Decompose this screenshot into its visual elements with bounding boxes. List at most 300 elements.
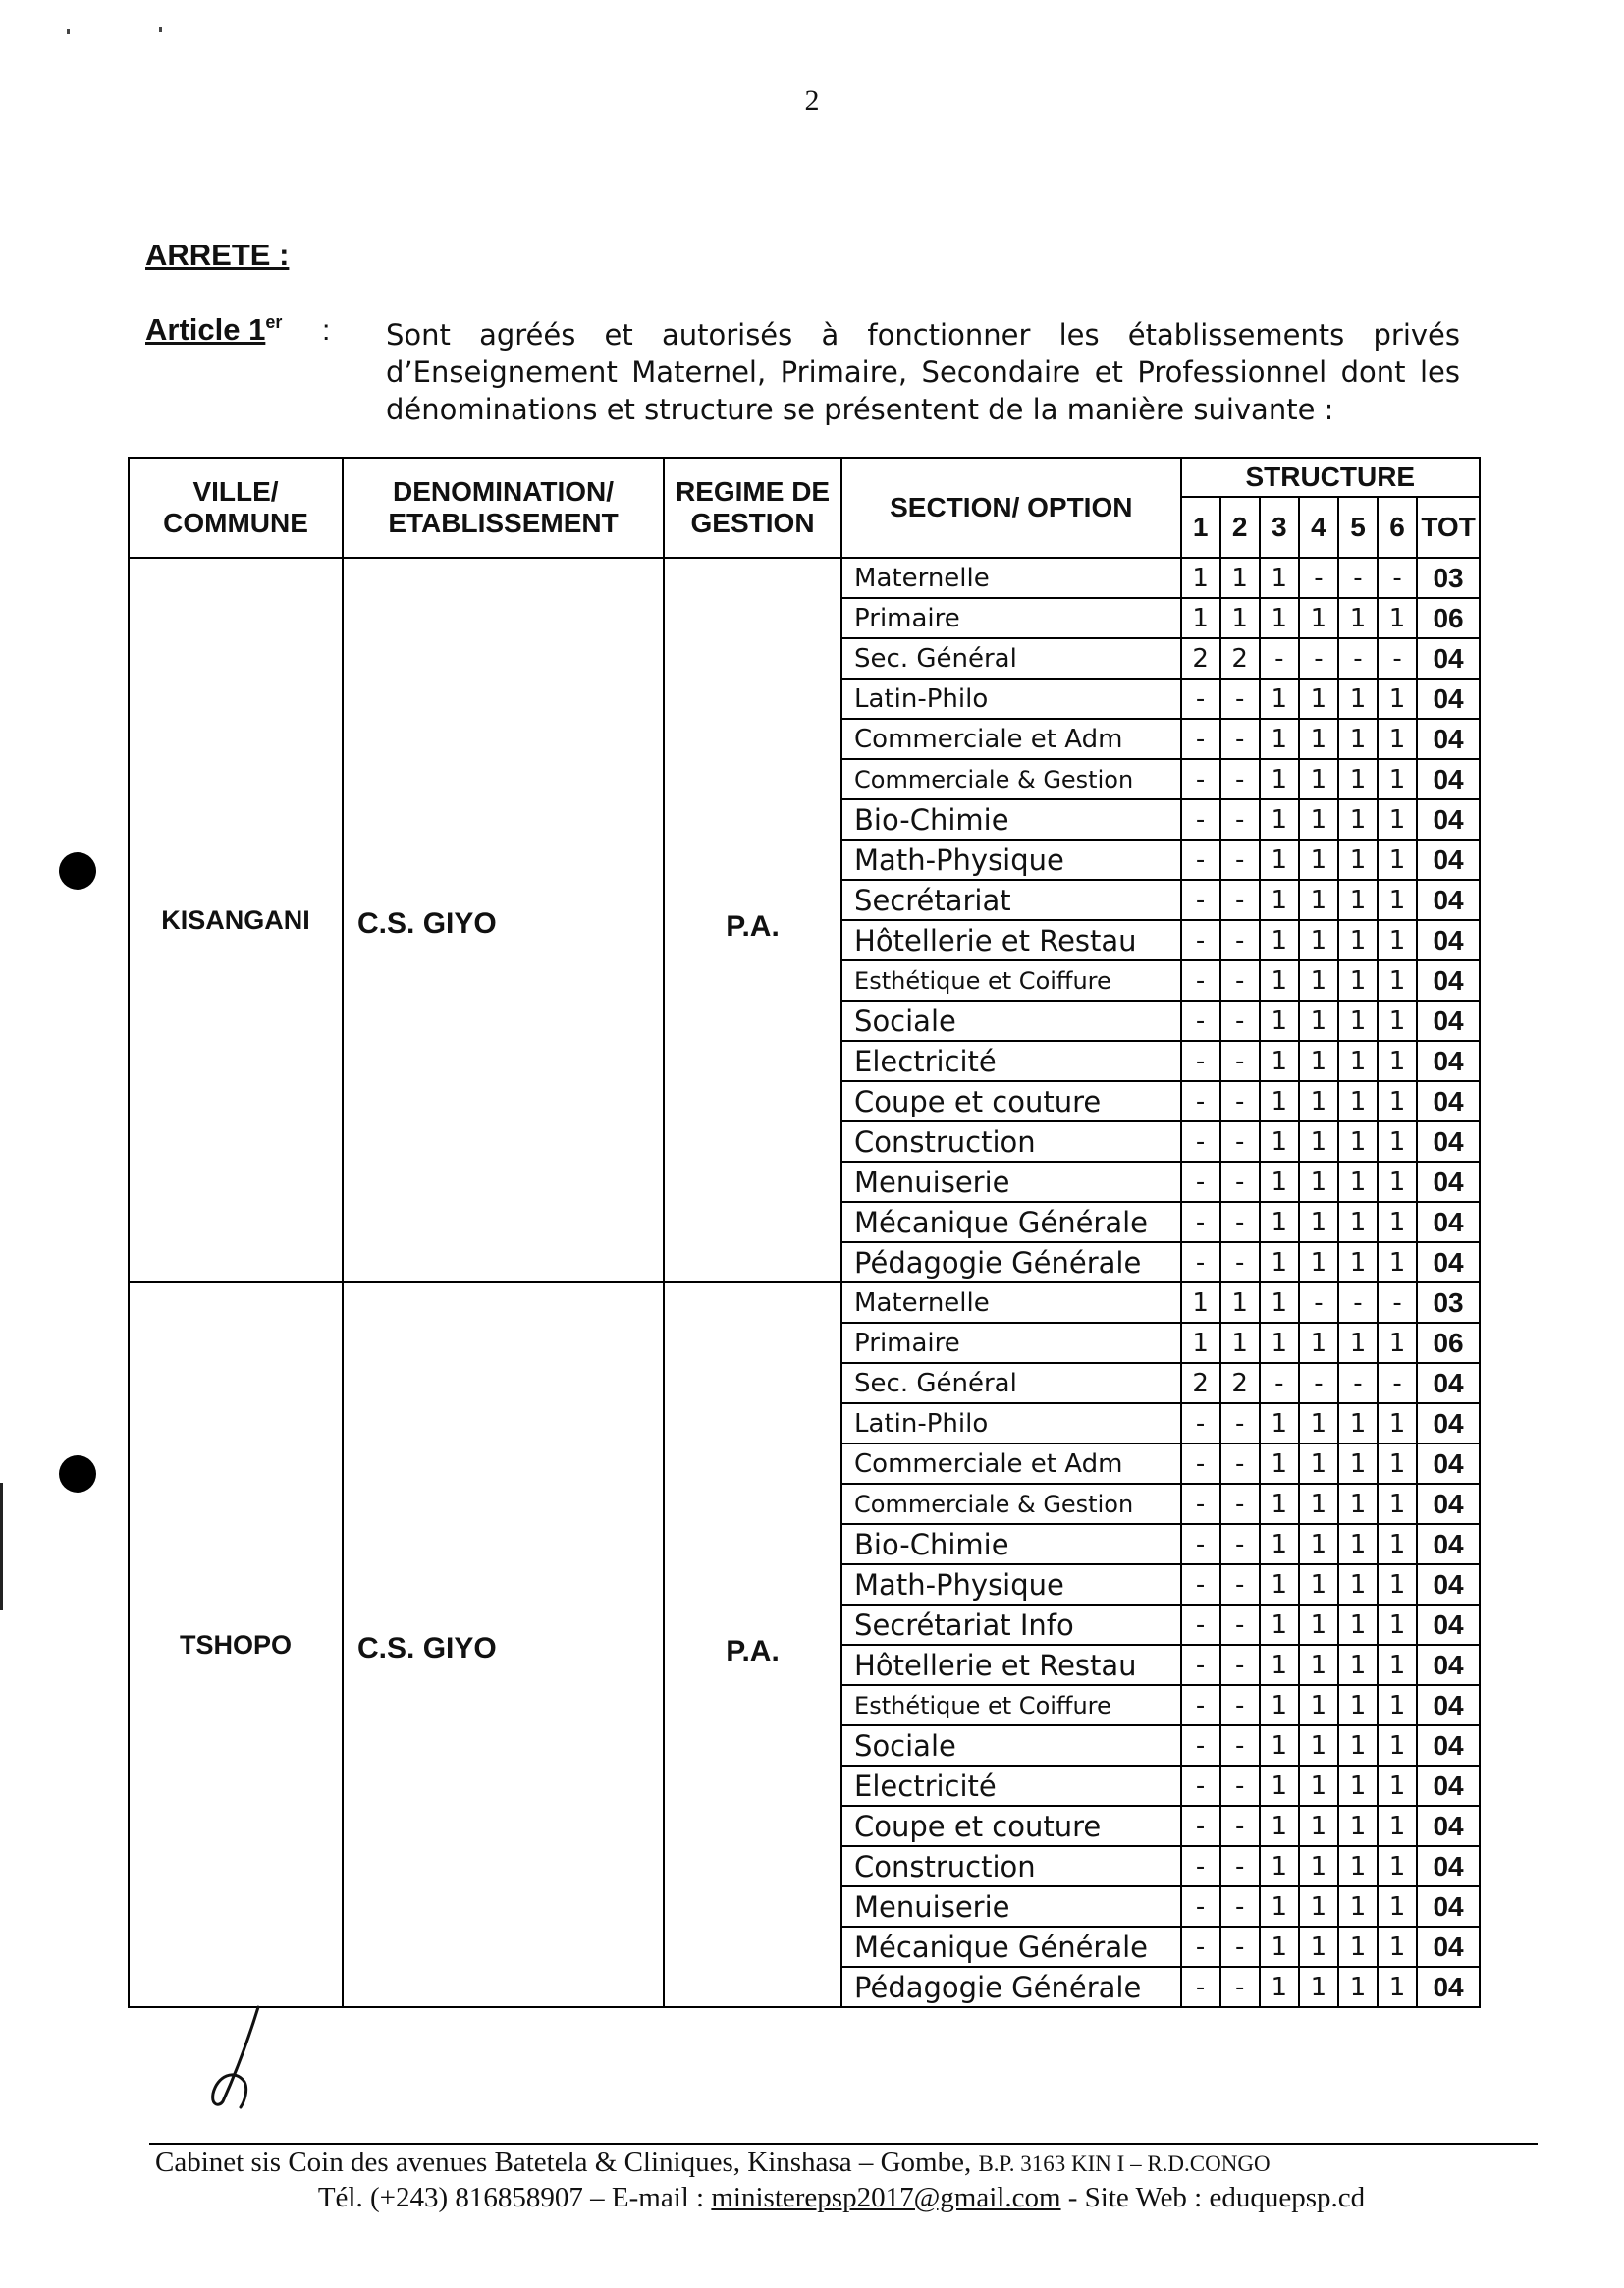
structure-value-cell: 1 xyxy=(1378,1323,1417,1363)
option-cell: Esthétique et Coiffure xyxy=(841,960,1181,1001)
total-cell: 04 xyxy=(1417,1162,1480,1202)
structure-value-cell: 1 xyxy=(1299,1121,1338,1162)
structure-value-cell: - xyxy=(1220,1162,1260,1202)
option-cell: Commerciale & Gestion xyxy=(841,1484,1181,1524)
structure-value-cell: 1 xyxy=(1260,1121,1299,1162)
structure-value-cell: 1 xyxy=(1338,1846,1378,1886)
structure-value-cell: - xyxy=(1181,1403,1220,1444)
structure-value-cell: - xyxy=(1220,880,1260,920)
structure-value-cell: 1 xyxy=(1299,880,1338,920)
structure-value-cell: 1 xyxy=(1338,1403,1378,1444)
structure-value-cell: - xyxy=(1220,719,1260,759)
structure-value-cell: 1 xyxy=(1260,1242,1299,1282)
structure-value-cell: 1 xyxy=(1338,1323,1378,1363)
structure-value-cell: - xyxy=(1220,1806,1260,1846)
footer-rule xyxy=(149,2143,1538,2145)
structure-value-cell: 1 xyxy=(1299,1484,1338,1524)
option-cell: Construction xyxy=(841,1846,1181,1886)
total-cell: 04 xyxy=(1417,638,1480,679)
structure-value-cell: - xyxy=(1220,1927,1260,1967)
table-row xyxy=(129,1282,1480,1323)
structure-value-cell: 1 xyxy=(1299,960,1338,1001)
option-cell: Hôtellerie et Restau xyxy=(841,920,1181,960)
structure-value-cell: 1 xyxy=(1378,1242,1417,1282)
structure-value-cell: - xyxy=(1220,1967,1260,2007)
denomination-cell: C.S. GIYO xyxy=(343,558,664,1282)
structure-value-cell: - xyxy=(1378,1363,1417,1403)
option-cell: Secrétariat Info xyxy=(841,1605,1181,1645)
structure-value-cell: - xyxy=(1181,840,1220,880)
structure-value-cell: 1 xyxy=(1220,1323,1260,1363)
structure-value-cell: 1 xyxy=(1260,679,1299,719)
structure-value-cell: 1 xyxy=(1378,1927,1417,1967)
structure-value-cell: - xyxy=(1181,1121,1220,1162)
total-cell: 04 xyxy=(1417,1202,1480,1242)
structure-value-cell: 1 xyxy=(1299,1766,1338,1806)
structure-value-cell: 1 xyxy=(1260,1282,1299,1323)
structure-value-cell: 1 xyxy=(1338,759,1378,799)
option-cell: Coupe et couture xyxy=(841,1081,1181,1121)
total-cell: 04 xyxy=(1417,1685,1480,1725)
structure-table xyxy=(128,457,1481,2008)
structure-value-cell: 1 xyxy=(1338,719,1378,759)
header-structure-col: 4 xyxy=(1299,497,1338,558)
footer-contact xyxy=(147,2182,1536,2214)
footer-address xyxy=(149,2147,1543,2179)
option-cell: Primaire xyxy=(841,1323,1181,1363)
structure-value-cell: 1 xyxy=(1378,1967,1417,2007)
footer-email-link[interactable]: ministerepsp2017@gmail.com xyxy=(711,2182,1061,2213)
total-cell: 04 xyxy=(1417,840,1480,880)
structure-value-cell: 1 xyxy=(1338,1967,1378,2007)
structure-value-cell: 1 xyxy=(1378,1081,1417,1121)
structure-value-cell: 1 xyxy=(1260,1524,1299,1564)
total-cell: 04 xyxy=(1417,1725,1480,1766)
article-label-sup: er xyxy=(265,312,283,332)
ville-cell: KISANGANI xyxy=(129,558,343,1282)
footer-website: - Site Web : eduquepsp.cd xyxy=(1060,2182,1366,2213)
structure-value-cell: 1 xyxy=(1220,598,1260,638)
structure-value-cell: 1 xyxy=(1260,1564,1299,1605)
structure-value-cell: - xyxy=(1181,679,1220,719)
structure-value-cell: - xyxy=(1181,1725,1220,1766)
structure-value-cell: - xyxy=(1181,719,1220,759)
structure-value-cell: 1 xyxy=(1338,1524,1378,1564)
structure-value-cell: 1 xyxy=(1378,1725,1417,1766)
punch-hole xyxy=(59,852,96,890)
structure-value-cell: 1 xyxy=(1260,1645,1299,1685)
structure-value-cell: 1 xyxy=(1260,759,1299,799)
structure-value-cell: 1 xyxy=(1338,1645,1378,1685)
option-cell: Math-Physique xyxy=(841,840,1181,880)
structure-value-cell: 1 xyxy=(1299,759,1338,799)
structure-value-cell: - xyxy=(1378,558,1417,598)
option-cell: Esthétique et Coiffure xyxy=(841,1685,1181,1725)
header-ville: VILLE/ COMMUNE xyxy=(129,458,343,558)
structure-value-cell: - xyxy=(1220,1001,1260,1041)
total-cell: 04 xyxy=(1417,1967,1480,2007)
structure-value-cell: - xyxy=(1220,679,1260,719)
structure-value-cell: 1 xyxy=(1299,1041,1338,1081)
structure-value-cell: - xyxy=(1181,1886,1220,1927)
total-cell: 04 xyxy=(1417,880,1480,920)
total-cell: 04 xyxy=(1417,799,1480,840)
structure-value-cell: 1 xyxy=(1338,1927,1378,1967)
structure-value-cell: - xyxy=(1299,1282,1338,1323)
structure-value-cell: 1 xyxy=(1299,920,1338,960)
option-cell: Sociale xyxy=(841,1001,1181,1041)
arrete-heading: ARRETE : xyxy=(145,238,290,272)
option-cell: Maternelle xyxy=(841,1282,1181,1323)
structure-value-cell: 1 xyxy=(1378,880,1417,920)
structure-value-cell: 1 xyxy=(1260,1081,1299,1121)
scan-speck xyxy=(159,27,162,32)
structure-value-cell: - xyxy=(1181,1484,1220,1524)
option-cell: Commerciale et Adm xyxy=(841,1444,1181,1484)
structure-value-cell: 1 xyxy=(1299,1725,1338,1766)
structure-value-cell: 1 xyxy=(1299,1846,1338,1886)
scan-speck xyxy=(67,29,70,34)
structure-value-cell: 1 xyxy=(1299,1403,1338,1444)
structure-value-cell: - xyxy=(1260,1363,1299,1403)
total-cell: 03 xyxy=(1417,1282,1480,1323)
structure-value-cell: - xyxy=(1220,920,1260,960)
ville-cell: TSHOPO xyxy=(129,1282,343,2007)
option-cell: Sociale xyxy=(841,1725,1181,1766)
option-cell: Maternelle xyxy=(841,558,1181,598)
structure-value-cell: 1 xyxy=(1260,1041,1299,1081)
structure-value-cell: 1 xyxy=(1260,1967,1299,2007)
structure-value-cell: 1 xyxy=(1338,1886,1378,1927)
structure-value-cell: 1 xyxy=(1260,1323,1299,1363)
structure-value-cell: 1 xyxy=(1378,719,1417,759)
structure-value-cell: 2 xyxy=(1181,638,1220,679)
structure-value-cell: - xyxy=(1220,1081,1260,1121)
structure-value-cell: - xyxy=(1220,1725,1260,1766)
structure-value-cell: - xyxy=(1181,1081,1220,1121)
structure-value-cell: - xyxy=(1181,1041,1220,1081)
option-cell: Sec. Général xyxy=(841,1363,1181,1403)
structure-value-cell: 1 xyxy=(1260,1927,1299,1967)
structure-value-cell: 1 xyxy=(1260,1444,1299,1484)
structure-value-cell: 1 xyxy=(1181,598,1220,638)
structure-value-cell: - xyxy=(1220,1041,1260,1081)
article-label-text: Article 1 xyxy=(145,312,266,347)
structure-value-cell: 1 xyxy=(1338,1766,1378,1806)
option-cell: Commerciale & Gestion xyxy=(841,759,1181,799)
structure-value-cell: - xyxy=(1220,840,1260,880)
structure-value-cell: 1 xyxy=(1338,1484,1378,1524)
structure-value-cell: 1 xyxy=(1378,1041,1417,1081)
structure-value-cell: - xyxy=(1181,1444,1220,1484)
structure-value-cell: 1 xyxy=(1260,960,1299,1001)
structure-value-cell: 1 xyxy=(1260,1162,1299,1202)
structure-value-cell: 1 xyxy=(1260,1484,1299,1524)
structure-value-cell: - xyxy=(1181,1967,1220,2007)
header-denomination: DENOMINATION/ ETABLISSEMENT xyxy=(343,458,664,558)
structure-value-cell: - xyxy=(1181,1927,1220,1967)
structure-value-cell: 1 xyxy=(1260,1202,1299,1242)
structure-value-cell: 1 xyxy=(1338,598,1378,638)
structure-value-cell: - xyxy=(1181,1162,1220,1202)
structure-value-cell: 1 xyxy=(1299,1967,1338,2007)
structure-value-cell: 1 xyxy=(1260,1403,1299,1444)
total-cell: 04 xyxy=(1417,960,1480,1001)
structure-value-cell: 1 xyxy=(1338,880,1378,920)
structure-value-cell: - xyxy=(1181,1685,1220,1725)
header-structure: STRUCTURE xyxy=(1181,458,1480,497)
structure-value-cell: - xyxy=(1378,1282,1417,1323)
structure-value-cell: - xyxy=(1181,960,1220,1001)
option-cell: Pédagogie Générale xyxy=(841,1967,1181,2007)
structure-value-cell: 1 xyxy=(1378,1001,1417,1041)
total-cell: 04 xyxy=(1417,1041,1480,1081)
option-cell: Bio-Chimie xyxy=(841,1524,1181,1564)
structure-value-cell: 1 xyxy=(1338,1564,1378,1605)
structure-value-cell: 2 xyxy=(1220,1363,1260,1403)
total-cell: 04 xyxy=(1417,1605,1480,1645)
footer-phone: Tél. (+243) 816858907 – E-mail : xyxy=(317,2182,712,2213)
structure-value-cell: 1 xyxy=(1378,1886,1417,1927)
option-cell: Bio-Chimie xyxy=(841,799,1181,840)
total-cell: 04 xyxy=(1417,1886,1480,1927)
structure-value-cell: 1 xyxy=(1260,719,1299,759)
structure-value-cell: 1 xyxy=(1299,1444,1338,1484)
structure-value-cell: - xyxy=(1338,1363,1378,1403)
structure-value-cell: - xyxy=(1338,1282,1378,1323)
structure-value-cell: 1 xyxy=(1378,920,1417,960)
structure-value-cell: 1 xyxy=(1378,1685,1417,1725)
structure-value-cell: 1 xyxy=(1299,1806,1338,1846)
signature xyxy=(201,2003,290,2111)
total-cell: 04 xyxy=(1417,1846,1480,1886)
total-cell: 04 xyxy=(1417,1766,1480,1806)
structure-value-cell: 1 xyxy=(1181,1323,1220,1363)
total-cell: 04 xyxy=(1417,1927,1480,1967)
regime-cell: P.A. xyxy=(664,1282,841,2007)
total-cell: 04 xyxy=(1417,1564,1480,1605)
total-cell: 06 xyxy=(1417,1323,1480,1363)
structure-value-cell: 1 xyxy=(1260,920,1299,960)
structure-value-cell: 1 xyxy=(1338,1725,1378,1766)
structure-value-cell: 1 xyxy=(1378,840,1417,880)
structure-value-cell: 1 xyxy=(1299,1886,1338,1927)
structure-value-cell: 1 xyxy=(1378,598,1417,638)
footer-address-po: B.P. 3163 KIN I – R.D.CONGO xyxy=(978,2152,1271,2176)
option-cell: Menuiserie xyxy=(841,1886,1181,1927)
structure-value-cell: - xyxy=(1181,1202,1220,1242)
structure-value-cell: 1 xyxy=(1378,1403,1417,1444)
structure-value-cell: - xyxy=(1299,638,1338,679)
structure-value-cell: 1 xyxy=(1260,1846,1299,1886)
structure-value-cell: - xyxy=(1220,1484,1260,1524)
structure-value-cell: 1 xyxy=(1338,1162,1378,1202)
structure-value-cell: 1 xyxy=(1220,1282,1260,1323)
structure-value-cell: 1 xyxy=(1378,1121,1417,1162)
structure-value-cell: 1 xyxy=(1338,1081,1378,1121)
structure-value-cell: - xyxy=(1220,1242,1260,1282)
denomination-cell: C.S. GIYO xyxy=(343,1282,664,2007)
header-structure-col: 6 xyxy=(1378,497,1417,558)
article-text: Sont agréés et autorisés à fonctionner les établissements privés d’Enseignement Maternel, Primaire, Secondaire et Professionnel dont les dénominations et structure se présentent de la manière suivante : xyxy=(386,318,1460,426)
structure-value-cell: - xyxy=(1220,1202,1260,1242)
structure-value-cell: 1 xyxy=(1338,1041,1378,1081)
header-structure-col: 1 xyxy=(1181,497,1220,558)
structure-value-cell: 1 xyxy=(1338,1605,1378,1645)
total-cell: 04 xyxy=(1417,1403,1480,1444)
structure-value-cell: 1 xyxy=(1338,1121,1378,1162)
structure-value-cell: - xyxy=(1220,1403,1260,1444)
structure-value-cell: 1 xyxy=(1338,1001,1378,1041)
article-label xyxy=(145,312,282,348)
structure-value-cell: 1 xyxy=(1299,799,1338,840)
structure-value-cell: 1 xyxy=(1260,880,1299,920)
total-cell: 04 xyxy=(1417,1001,1480,1041)
structure-value-cell: 1 xyxy=(1260,840,1299,880)
structure-value-cell: - xyxy=(1338,558,1378,598)
structure-value-cell: 1 xyxy=(1338,679,1378,719)
structure-value-cell: 1 xyxy=(1299,1001,1338,1041)
structure-value-cell: - xyxy=(1181,1645,1220,1685)
total-cell: 04 xyxy=(1417,1524,1480,1564)
option-cell: Math-Physique xyxy=(841,1564,1181,1605)
structure-value-cell: 1 xyxy=(1299,1202,1338,1242)
structure-value-cell: 1 xyxy=(1299,1242,1338,1282)
header-regime: REGIME DE GESTION xyxy=(664,458,841,558)
structure-value-cell: 1 xyxy=(1378,1444,1417,1484)
structure-value-cell: 1 xyxy=(1299,1605,1338,1645)
structure-value-cell: 1 xyxy=(1299,598,1338,638)
structure-value-cell: 1 xyxy=(1378,1564,1417,1605)
structure-value-cell: - xyxy=(1220,1121,1260,1162)
structure-value-cell: - xyxy=(1181,1846,1220,1886)
total-cell: 04 xyxy=(1417,759,1480,799)
option-cell: Hôtellerie et Restau xyxy=(841,1645,1181,1685)
structure-value-cell: - xyxy=(1181,920,1220,960)
total-cell: 04 xyxy=(1417,1484,1480,1524)
structure-value-cell: 1 xyxy=(1260,1886,1299,1927)
footer-address-main: Cabinet sis Coin des avenues Batetela & Cliniques, Kinshasa – Gombe, xyxy=(155,2147,979,2178)
option-cell: Coupe et couture xyxy=(841,1806,1181,1846)
option-cell: Electricité xyxy=(841,1041,1181,1081)
structure-value-cell: 1 xyxy=(1299,719,1338,759)
total-cell: 04 xyxy=(1417,1444,1480,1484)
structure-value-cell: - xyxy=(1220,1645,1260,1685)
structure-value-cell: 1 xyxy=(1299,1524,1338,1564)
structure-value-cell: - xyxy=(1220,1524,1260,1564)
structure-value-cell: 1 xyxy=(1378,1645,1417,1685)
structure-value-cell: 1 xyxy=(1260,799,1299,840)
article-colon: : xyxy=(322,314,331,347)
structure-value-cell: 2 xyxy=(1181,1363,1220,1403)
structure-value-cell: - xyxy=(1220,1564,1260,1605)
table-row xyxy=(129,558,1480,598)
header-structure-col: TOT xyxy=(1417,497,1480,558)
structure-value-cell: - xyxy=(1260,638,1299,679)
structure-value-cell: - xyxy=(1378,638,1417,679)
structure-value-cell: - xyxy=(1299,558,1338,598)
structure-value-cell: 1 xyxy=(1299,840,1338,880)
structure-value-cell: 1 xyxy=(1299,1685,1338,1725)
punch-hole xyxy=(59,1455,96,1493)
structure-value-cell: - xyxy=(1181,799,1220,840)
structure-value-cell: 1 xyxy=(1338,1806,1378,1846)
structure-value-cell: - xyxy=(1338,638,1378,679)
structure-value-cell: 1 xyxy=(1299,679,1338,719)
structure-value-cell: 1 xyxy=(1338,920,1378,960)
structure-value-cell: 1 xyxy=(1378,1524,1417,1564)
structure-value-cell: - xyxy=(1181,1766,1220,1806)
structure-value-cell: 1 xyxy=(1299,1927,1338,1967)
structure-value-cell: - xyxy=(1181,1564,1220,1605)
structure-value-cell: 1 xyxy=(1260,558,1299,598)
structure-value-cell: 1 xyxy=(1378,759,1417,799)
structure-value-cell: 1 xyxy=(1299,1081,1338,1121)
structure-value-cell: 1 xyxy=(1338,1202,1378,1242)
structure-value-cell: - xyxy=(1181,1524,1220,1564)
structure-value-cell: 1 xyxy=(1338,1685,1378,1725)
structure-value-cell: - xyxy=(1299,1363,1338,1403)
total-cell: 04 xyxy=(1417,719,1480,759)
regime-cell: P.A. xyxy=(664,558,841,1282)
total-cell: 04 xyxy=(1417,920,1480,960)
structure-value-cell: 1 xyxy=(1181,558,1220,598)
structure-value-cell: - xyxy=(1181,1242,1220,1282)
structure-value-cell: 1 xyxy=(1260,1001,1299,1041)
structure-value-cell: - xyxy=(1220,1685,1260,1725)
header-section: SECTION/ OPTION xyxy=(841,458,1181,558)
structure-value-cell: - xyxy=(1181,880,1220,920)
structure-value-cell: - xyxy=(1181,1605,1220,1645)
structure-value-cell: 2 xyxy=(1220,638,1260,679)
structure-value-cell: 1 xyxy=(1260,1685,1299,1725)
structure-value-cell: 1 xyxy=(1181,1282,1220,1323)
option-cell: Mécanique Générale xyxy=(841,1202,1181,1242)
structure-value-cell: - xyxy=(1220,1444,1260,1484)
structure-value-cell: 1 xyxy=(1299,1162,1338,1202)
option-cell: Latin-Philo xyxy=(841,679,1181,719)
option-cell: Latin-Philo xyxy=(841,1403,1181,1444)
structure-value-cell: 1 xyxy=(1378,1162,1417,1202)
total-cell: 04 xyxy=(1417,1081,1480,1121)
structure-value-cell: 1 xyxy=(1378,1846,1417,1886)
header-structure-col: 2 xyxy=(1220,497,1260,558)
header-structure-col: 5 xyxy=(1338,497,1378,558)
structure-value-cell: 1 xyxy=(1378,679,1417,719)
structure-value-cell: - xyxy=(1220,1846,1260,1886)
structure-value-cell: 1 xyxy=(1260,1725,1299,1766)
option-cell: Commerciale et Adm xyxy=(841,719,1181,759)
option-cell: Electricité xyxy=(841,1766,1181,1806)
total-cell: 04 xyxy=(1417,1806,1480,1846)
structure-value-cell: 1 xyxy=(1299,1564,1338,1605)
structure-value-cell: 1 xyxy=(1260,1766,1299,1806)
structure-value-cell: 1 xyxy=(1378,799,1417,840)
structure-value-cell: 1 xyxy=(1338,1444,1378,1484)
option-cell: Menuiserie xyxy=(841,1162,1181,1202)
structure-value-cell: 1 xyxy=(1299,1645,1338,1685)
structure-value-cell: 1 xyxy=(1378,1605,1417,1645)
structure-value-cell: - xyxy=(1181,1001,1220,1041)
total-cell: 04 xyxy=(1417,679,1480,719)
total-cell: 04 xyxy=(1417,1242,1480,1282)
option-cell: Pédagogie Générale xyxy=(841,1242,1181,1282)
structure-value-cell: 1 xyxy=(1338,1242,1378,1282)
structure-value-cell: 1 xyxy=(1378,960,1417,1001)
structure-value-cell: - xyxy=(1220,1766,1260,1806)
structure-value-cell: 1 xyxy=(1378,1806,1417,1846)
header-structure-col: 3 xyxy=(1260,497,1299,558)
